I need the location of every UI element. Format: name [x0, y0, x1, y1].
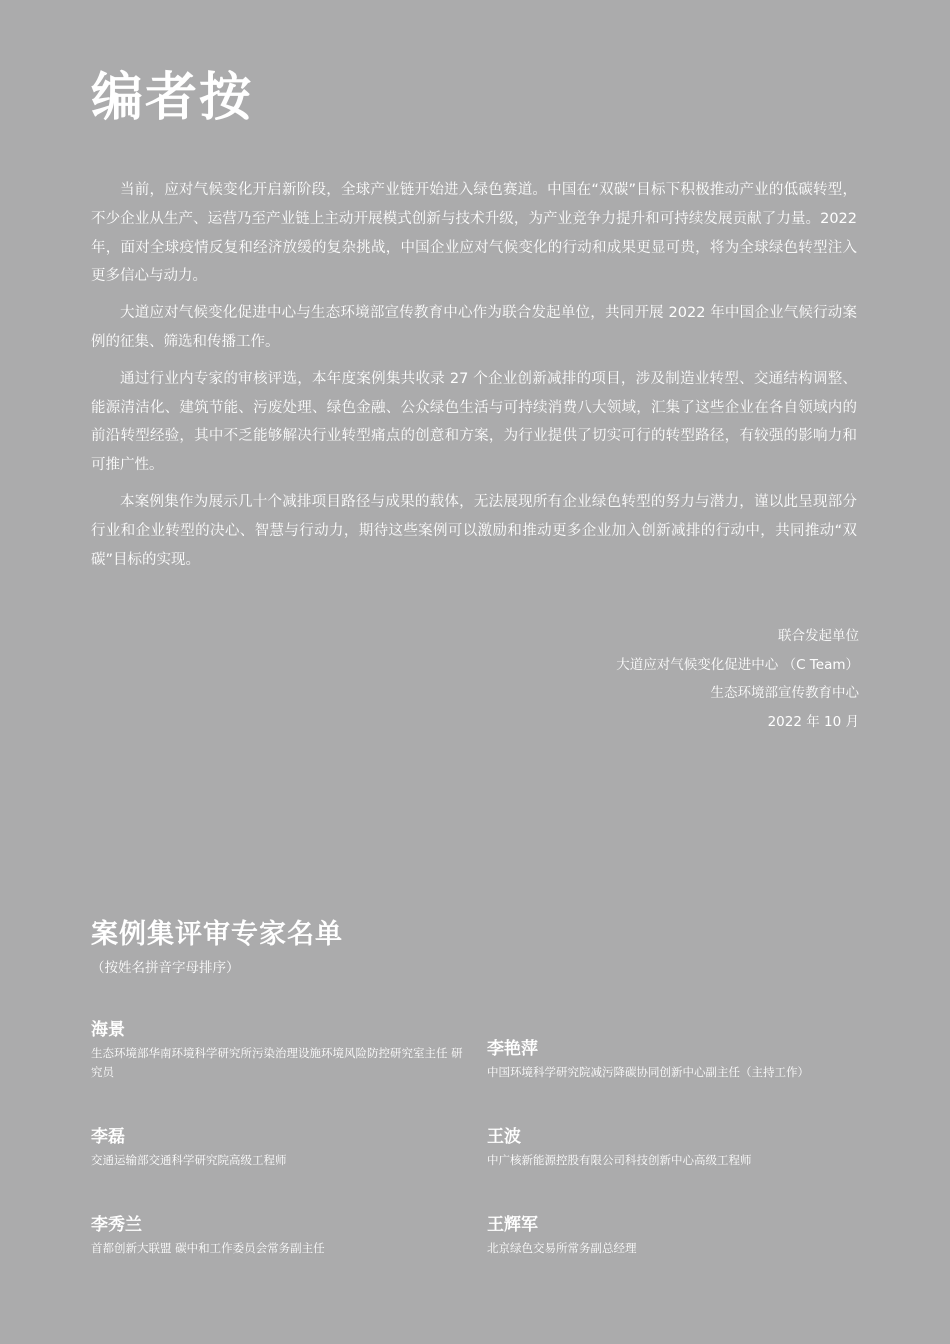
- experts-title: 案例集评审专家名单: [91, 919, 343, 950]
- paragraph: 大道应对气候变化促进中心与生态环境部宣传教育中心作为联合发起单位，共同开展 2022 年中国企业气候行动案例的征集、筛选和传播工作。: [91, 305, 857, 350]
- expert-role: 交通运输部交通科学研究院高级工程师: [91, 1153, 287, 1167]
- expert-name: 李艳萍: [487, 1039, 538, 1059]
- expert-item: [91, 1210, 471, 1258]
- paragraph: 本案例集作为展示几十个减排项目路径与成果的载体，无法展现所有企业绿色转型的努力与潜力，谨以此呈现部分行业和企业转型的决心、智慧与行动力，期待这些案例可以激励和推动更多企业加入创新减排的行动中，共同推动“双碳”目标的实现。: [91, 493, 857, 568]
- signature-org-2: 生态环境部宣传教育中心: [710, 685, 859, 701]
- expert-role: 北京绿色交易所常务副总经理: [487, 1241, 637, 1255]
- expert-item: [91, 1122, 471, 1170]
- signature-label: 联合发起单位: [778, 628, 859, 644]
- signature-org-1: 大道应对气候变化促进中心 （C Team）: [616, 656, 859, 673]
- experts-subtitle: （按姓名拼音字母排序）: [91, 960, 240, 976]
- expert-name: 王辉军: [487, 1215, 538, 1235]
- expert-item: [487, 1122, 867, 1170]
- editorial-body: [91, 176, 857, 582]
- signature-block: [616, 622, 859, 736]
- page-title: 编者按: [91, 68, 254, 128]
- signature-date: 2022 年 10 月: [767, 713, 859, 730]
- expert-item: [91, 1015, 471, 1082]
- expert-role: 中广核新能源控股有限公司科技创新中心高级工程师: [487, 1153, 752, 1167]
- expert-name: 海景: [91, 1020, 125, 1040]
- expert-name: 王波: [487, 1127, 521, 1147]
- expert-name: 李磊: [91, 1127, 125, 1147]
- expert-role: 生态环境部华南环境科学研究所污染治理设施环境风险防控研究室主任 研究员: [91, 1046, 463, 1079]
- expert-role: 中国环境科学研究院减污降碳协同创新中心副主任（主持工作）: [487, 1065, 809, 1079]
- expert-item: [487, 1034, 867, 1082]
- paragraph: 通过行业内专家的审核评选，本年度案例集共收录 27 个企业创新减排的项目，涉及制造业转型、交通结构调整、能源清洁化、建筑节能、污废处理、绿色金融、公众绿色生活与可持续消费八大领域，汇集了这些企业在各自领域内的前沿转型经验，其中不乏能够解决行业转型痛点的创意和方案，为行业提供了切实可行的转型路径，有较强的影响力和可推广性。: [91, 370, 857, 474]
- expert-role: 首都创新大联盟 碳中和工作委员会常务副主任: [91, 1241, 325, 1255]
- paragraph: 当前，应对气候变化开启新阶段，全球产业链开始进入绿色赛道。中国在“双碳”目标下积极推动产业的低碳转型，不少企业从生产、运营乃至产业链上主动开展模式创新与技术升级，为产业竞争力提升和可持续发展贡献了力量。2022 年，面对全球疫情反复和经济放缓的复杂挑战，中国企业应对气候变化的行动和成果更显可贵，将为全球绿色转型注入更多信心与动力。: [91, 182, 857, 285]
- expert-item: [487, 1210, 867, 1258]
- expert-name: 李秀兰: [91, 1215, 142, 1235]
